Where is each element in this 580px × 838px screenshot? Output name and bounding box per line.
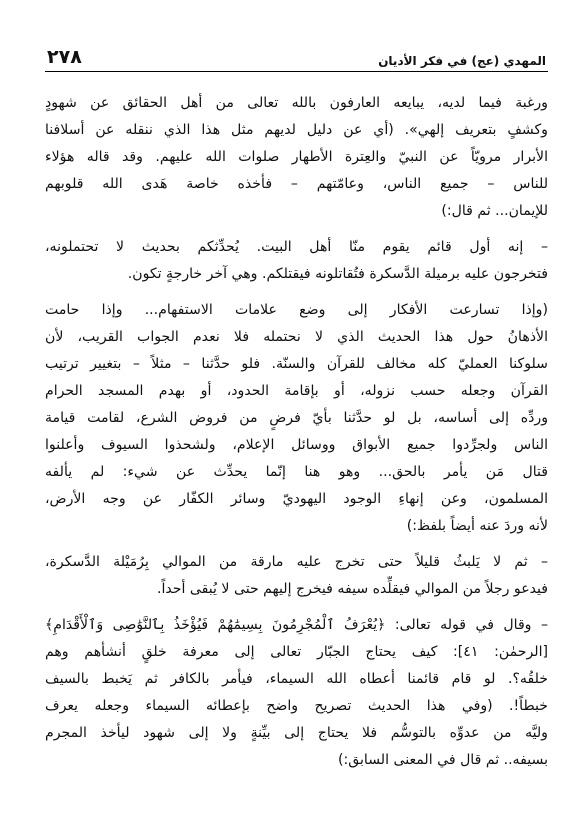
text-line: [الرحمٰن: ٤١]: كيف يحتاج الجبّار تعالى إلى معرفة خلقٍ أنشأهم وهم — [45, 644, 548, 660]
text-line: وكشفٍ بتعريف إلهي». (أي عن دليل لديهم مثل هذا الذي ننقله عن أسلافنا — [45, 122, 548, 138]
text-line: – إنه أول قائم يقوم منّا أهل البيت. يُحدِّثكم بحديث لا تحتملونه، — [45, 239, 548, 255]
text-line: (وإذا تسارعت الأفكار إلى وضع علامات الاستفهام... وإذا حامت — [45, 302, 548, 318]
text-line: خبطاً!. (وفي هذا الحديث تصريح واضح بإعطائه السيماء وجعله يعرف — [45, 698, 548, 714]
text-line: فتخرجون عليه برميلة الدَّسكرة فتُقاتلونه فيقتلكم. وهي آخر خارجةٍ تكون. — [127, 266, 548, 282]
text-line: المسلمون، وعن إنهاءِ الوجود اليهوديّ وسائر الكفّار عن وجه الأرض، — [45, 491, 548, 507]
text-line: بسيفه.. ثم قال في المعنى السابق:) — [337, 752, 548, 768]
text-line: – ثم لا يَلبثُ قليلاً حتى تخرج عليه مارقة من الموالي بِرُمَيْلة الدَّسكرة، — [45, 554, 548, 570]
paragraph-gap — [45, 603, 548, 612]
book-page — [45, 44, 548, 774]
text-line: سلوكنا العمليّ كله مخالف للقرآن والسنّة. فلو حدَّثنا – مثلاً – بتغيير ترتيب — [45, 356, 548, 372]
paragraph — [45, 612, 548, 774]
running-title: المهدي (عج) في فكر الأديان — [378, 54, 546, 68]
text-line: ورغبة فيما لديه، يبايعه العارفون بالله تعالى من أهل الحقائق عن شهودٍ — [45, 95, 548, 111]
paragraph — [45, 549, 548, 603]
page-header — [45, 44, 548, 72]
paragraph — [45, 90, 548, 225]
text-line: الأبرار مرويّاً عن النبيّ والعِترة الأطهار صلوات الله عليهم. وقد قاله هؤلاء — [45, 149, 548, 165]
text-line: الناس ولجرِّدوا جميع الأبواق ووسائل الإعلام، ولشحذوا السيوف وأعلنوا — [45, 437, 548, 453]
body-text — [45, 90, 548, 774]
text-line: القرآن وجعله حسب نزوله، أو بإقامة الحدود، أو بهدم المسجد الحرام — [45, 383, 548, 399]
text-line: وليَّه من عدوِّه بالتوسُّم فلا يحتاج إلى بيِّنةٍ ولا إلى شهود ليأخذ المجرم — [45, 725, 548, 741]
paragraph-gap — [45, 540, 548, 549]
text-line: خلقُه؟. لو قام قائمنا أعطاه الله السيماء، فيأمر بالكافر ثم يَخبط بالسيف — [45, 671, 548, 687]
paragraph-gap — [45, 288, 548, 297]
paragraph-gap — [45, 225, 548, 234]
text-line: – وقال في قوله تعالى: ﴿يُعْرَفُ ٱلْمُجْرِمُونَ بِسِيمَٰهُمْ فَيُؤْخَذُ بِٱلنَّوَٰصِى وَٱلْأَقْدَامِ﴾ — [45, 617, 548, 633]
text-line: الأذهانُ حول هذا الحديث الذي لا نحتمله فلا نعدم الجواب القريب، لأن — [45, 329, 548, 345]
text-line: لأنه وردَ عنه أيضاً بلفظ:) — [406, 518, 548, 534]
paragraph — [45, 234, 548, 288]
text-line: للناس – جميع الناس، وعامّتهم – فأخذه خاصة هَدى الله قلوبهم — [45, 176, 548, 192]
text-line: وردِّه إلى أساسه، بل لو حدَّثنا بأيّ فرضٍ من فروض الشرع، لقامت قيامة — [45, 410, 548, 426]
page-number: ٢٧٨ — [47, 46, 82, 68]
paragraph — [45, 297, 548, 540]
text-line: قتال مَن يأمر بالحق... وهو هنا إنّما يحدِّث عن شيء: لم يألفه — [45, 464, 548, 480]
text-line: فيدعو رجلاً من الموالي فيقلِّده سيفه فيخرج إليهم حتى لا يُبقى أحداً. — [157, 581, 548, 597]
text-line: للإيمان... ثم قال:) — [441, 203, 548, 219]
